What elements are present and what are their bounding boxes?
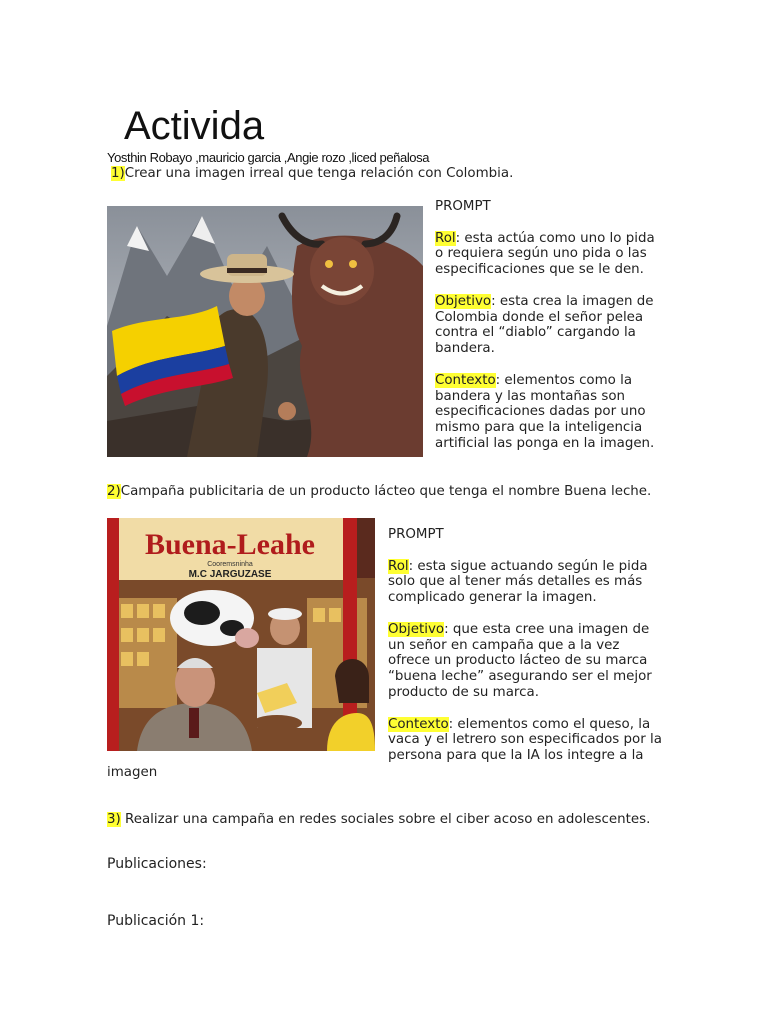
contexto-tail: imagen (107, 765, 158, 780)
image-buena-leche-ad (107, 518, 375, 751)
contexto-paragraph-2 (388, 717, 663, 764)
objetivo-text: : esta crea la imagen de Colombia donde el señor pelea contra el “diablo” cargando la bandera. (435, 293, 654, 357)
publicaciones-label: Publicaciones: (107, 856, 207, 872)
authors-line: Yosthin Robayo ,mauricio garcia ,Angie rozo ,liced peñalosa (107, 150, 430, 165)
section-1-prompt (435, 199, 660, 468)
objetivo-label: Objetivo (435, 293, 492, 309)
section-3-text: Realizar una campaña en redes sociales sobre el ciber acoso en adolescentes. (120, 812, 651, 827)
contexto-paragraph (435, 373, 660, 452)
rol-paragraph (435, 231, 660, 278)
contexto-text-2: : elementos como el queso, la vaca y el letrero son especificados por la persona para que la IA los integre a la (388, 716, 662, 764)
prompt-heading: PROMPT (435, 199, 491, 214)
prompt-heading-2: PROMPT (388, 527, 444, 542)
rol-label-2: Rol (388, 558, 409, 574)
objetivo-paragraph-2 (388, 622, 663, 701)
sign-subtitle-1: Cooremsninha (207, 561, 253, 568)
section-2-number: 2) (107, 484, 121, 499)
section-2-prompt (388, 527, 663, 780)
sign-title: Buena-Leahe (144, 528, 316, 561)
document-title: Activida (124, 104, 265, 148)
contexto-text: : elementos como la bandera y las montañas son especificaciones dadas por uno mismo para que la inteligencia artificial las ponga en la imagen. (435, 372, 655, 451)
image-colombia-devil (107, 206, 423, 457)
rol-paragraph-2 (388, 559, 663, 606)
publicacion-1-label: Publicación 1: (107, 913, 205, 929)
rol-label: Rol (435, 230, 456, 246)
rol-text: : esta actúa como uno lo pida o requiera según uno pida o las especificaciones que se le den. (435, 230, 655, 278)
section-1-heading (111, 166, 513, 182)
contexto-label-2: Contexto (388, 716, 449, 732)
section-3-number: 3) (107, 812, 121, 827)
rol-text-2: : esta sigue actuando según le pida solo que al tener más detalles es más complicado generar la imagen. (388, 558, 648, 606)
objetivo-label-2: Objetivo (388, 621, 445, 637)
objetivo-paragraph (435, 294, 660, 357)
objetivo-text-2: : que esta cree una imagen de un señor en campaña que a la vez ofrece un producto lácteo de su marca “buena leche” asegurando ser el mejor producto de su marca. (388, 621, 652, 700)
sign-subtitle-2: M.C JARGUZASE (188, 569, 272, 580)
contexto-label: Contexto (435, 372, 496, 388)
section-1-text: Crear una imagen irreal que tenga relación con Colombia. (124, 166, 514, 181)
section-3-heading (107, 812, 650, 828)
section-2-heading (107, 484, 651, 500)
section-1-number: 1) (111, 166, 125, 181)
section-2-text: Campaña publicitaria de un producto lácteo que tenga el nombre Buena leche. (120, 484, 652, 499)
